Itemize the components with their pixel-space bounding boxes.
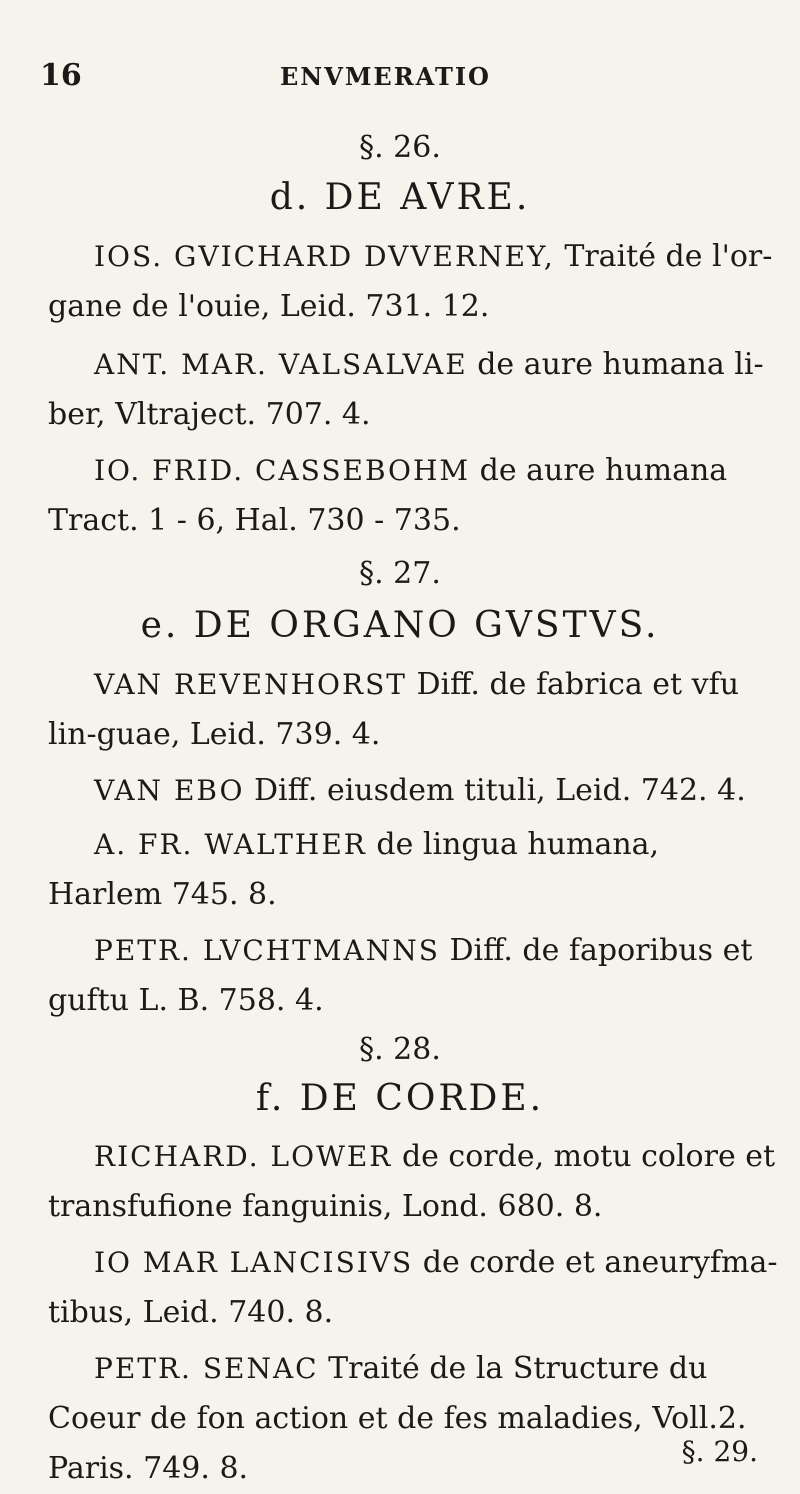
entry-text: Diff. eiusdem tituli, Leid. 742. 4. bbox=[253, 773, 746, 808]
bibliography-entry bbox=[48, 766, 778, 816]
bibliography-entry bbox=[48, 446, 778, 546]
entry-author: PETR. SENAC bbox=[94, 1352, 319, 1385]
entry-author: RICHARD. LOWER bbox=[94, 1140, 393, 1173]
bibliography-entry bbox=[48, 1132, 778, 1232]
page-header bbox=[0, 58, 800, 108]
section-title: f. DE CORDE. bbox=[255, 1078, 545, 1119]
bibliography-entry bbox=[48, 340, 778, 440]
bibliography-entry bbox=[48, 820, 778, 920]
entry-text: de corde, motu colore et transfufione fanguinis, Lond. 680. 8. bbox=[48, 1139, 776, 1224]
entry-author: VAN REVENHORST bbox=[94, 668, 407, 701]
section-number: §. 28. bbox=[359, 1032, 441, 1067]
entry-text: de corde et aneuryfma-tibus, Leid. 740. 8. bbox=[48, 1245, 778, 1330]
bibliography-entry bbox=[48, 232, 778, 332]
bibliography-entry bbox=[48, 1344, 778, 1494]
entry-text: Traité de l'or-gane de l'ouie, Leid. 731. 12. bbox=[48, 239, 773, 324]
entry-author: IO. FRID. CASSEBOHM bbox=[94, 454, 471, 487]
bibliography-entry bbox=[48, 1238, 778, 1338]
entry-text: de lingua humana, Harlem 745. 8. bbox=[48, 827, 660, 912]
catchword: §. 29. bbox=[681, 1435, 758, 1468]
entry-text: de aure humana li-ber, Vltraject. 707. 4. bbox=[48, 347, 764, 432]
running-head: ENVMERATIO bbox=[280, 62, 491, 91]
section-number: §. 26. bbox=[359, 130, 441, 165]
section-title: d. DE AVRE. bbox=[269, 177, 531, 218]
entry-author: ANT. MAR. VALSALVAE bbox=[94, 348, 468, 381]
page-number: 16 bbox=[40, 58, 82, 93]
section-number: §. 27. bbox=[359, 556, 441, 591]
bibliography-entry bbox=[48, 660, 778, 760]
entry-text: de aure humana Tract. 1 - 6, Hal. 730 - 735. bbox=[48, 453, 728, 538]
entry-author: PETR. LVCHTMANNS bbox=[94, 934, 440, 967]
entry-author: IO MAR LANCISIVS bbox=[94, 1246, 414, 1279]
section-title: e. DE ORGANO GVSTVS. bbox=[140, 605, 660, 646]
entry-author: VAN EBO bbox=[94, 774, 245, 807]
entry-text: Traité de la Structure du Coeur de fon action et de fes maladies, Voll.2. Paris. 749. 8. bbox=[48, 1351, 747, 1486]
entry-text: Diff. de faporibus et guftu L. B. 758. 4. bbox=[48, 933, 753, 1018]
entry-author: IOS. GVICHARD DVVERNEY, bbox=[94, 240, 555, 273]
entry-text: Diff. de fabrica et vfu lin-guae, Leid. 739. 4. bbox=[48, 667, 740, 752]
entry-author: A. FR. WALTHER bbox=[94, 828, 367, 861]
bibliography-entry bbox=[48, 926, 778, 1026]
